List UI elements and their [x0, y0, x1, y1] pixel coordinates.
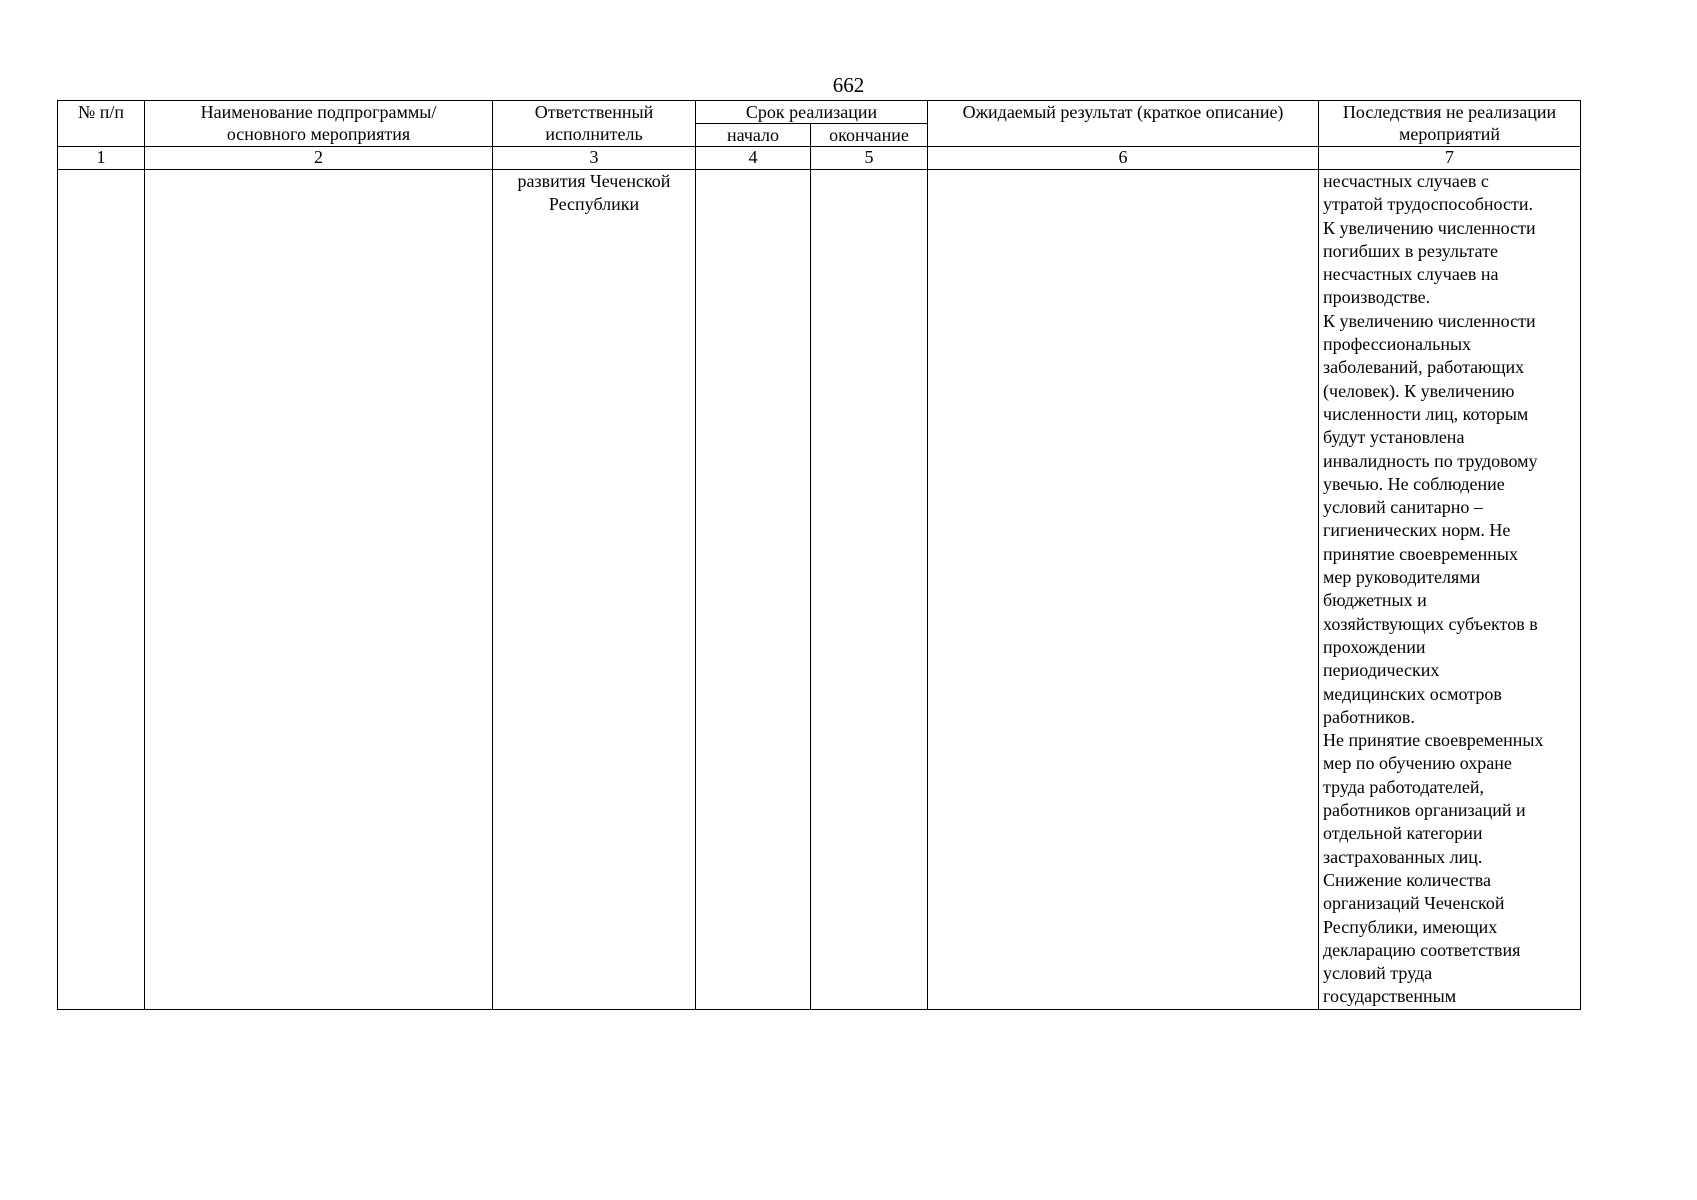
text-line: принятие своевременных	[1323, 543, 1518, 564]
header-start: начало	[696, 124, 811, 147]
text-line: будут установлена	[1323, 427, 1465, 448]
program-table	[57, 100, 1581, 1010]
cell-name	[145, 170, 493, 1010]
text-line: бюджетных и	[1323, 590, 1427, 611]
cell-expected-result	[928, 170, 1319, 1010]
text-line: заболеваний, работающих	[1323, 357, 1525, 378]
page-number: 662	[832, 73, 865, 97]
text-line: условий санитарно –	[1323, 497, 1483, 518]
text-line: работников.	[1323, 706, 1415, 727]
text-line: хозяйствующих субъектов в	[1323, 613, 1538, 634]
text-line: развития Чеченской	[517, 171, 671, 191]
text-line: несчастных случаев с	[1323, 171, 1489, 191]
column-number: 4	[696, 147, 811, 170]
text-line: периодических	[1323, 660, 1440, 681]
text-line: К увеличению численности	[1323, 217, 1536, 238]
text-line: производстве.	[1323, 287, 1431, 308]
column-number: 2	[145, 147, 493, 170]
text-line: мер руководителями	[1323, 567, 1481, 588]
text-line: Республики	[548, 194, 640, 215]
text-line: увечью. Не соблюдение	[1323, 473, 1505, 494]
text-line: отдельной категории	[1323, 823, 1483, 844]
text-line: К увеличению численности	[1323, 310, 1536, 331]
text-line: условий труда	[1323, 963, 1433, 984]
text-line: численности лиц, которым	[1323, 403, 1529, 424]
cell-end	[811, 170, 928, 1010]
cell-start	[696, 170, 811, 1010]
text-line: утратой трудоспособности.	[1323, 194, 1533, 215]
text-line: инвалидность по трудовому	[1323, 450, 1538, 471]
text-line: государственным	[1323, 986, 1457, 1007]
text-line: несчастных случаев на	[1323, 264, 1499, 285]
header-executor: Ответственный исполнитель	[493, 101, 696, 147]
text-line: профессиональных	[1323, 334, 1472, 355]
text-line: Снижение количества	[1323, 869, 1492, 890]
column-number-row	[58, 147, 1581, 170]
text-line: погибших в результате	[1323, 240, 1498, 261]
text-line: Республики, имеющих	[1323, 916, 1498, 937]
column-number: 6	[928, 147, 1319, 170]
cell-executor	[493, 170, 696, 1010]
cell-number	[58, 170, 145, 1010]
text-line: труда работодателей,	[1323, 776, 1485, 797]
header-consequences: Последствия не реализации мероприятий	[1319, 101, 1581, 147]
text-line: организаций Чеченской	[1323, 893, 1505, 914]
header-number: № п/п	[58, 101, 145, 147]
column-number: 1	[58, 147, 145, 170]
text-line: работников организаций и	[1323, 800, 1526, 821]
text-line: (человек). К увеличению	[1323, 380, 1515, 401]
header-expected-result: Ожидаемый результат (краткое описание)	[928, 101, 1319, 147]
text-line: декларацию соответствия	[1323, 939, 1521, 960]
text-line: прохождении	[1323, 636, 1426, 657]
header-row	[58, 101, 1581, 124]
column-number: 5	[811, 147, 928, 170]
header-name: Наименование подпрограммы/ основного мероприятия	[145, 101, 493, 147]
table-row	[58, 170, 1581, 1010]
header-period: Срок реализации	[696, 101, 928, 124]
text-line: медицинских осмотров	[1323, 683, 1502, 704]
text-line: гигиенических норм. Не	[1323, 520, 1511, 541]
column-number: 7	[1319, 147, 1581, 170]
text-line: Не принятие своевременных	[1323, 730, 1544, 751]
cell-consequences	[1319, 170, 1581, 1010]
text-line: застрахованных лиц.	[1323, 846, 1483, 867]
header-end: окончание	[811, 124, 928, 147]
text-line: мер по обучению охране	[1323, 753, 1512, 774]
column-number: 3	[493, 147, 696, 170]
